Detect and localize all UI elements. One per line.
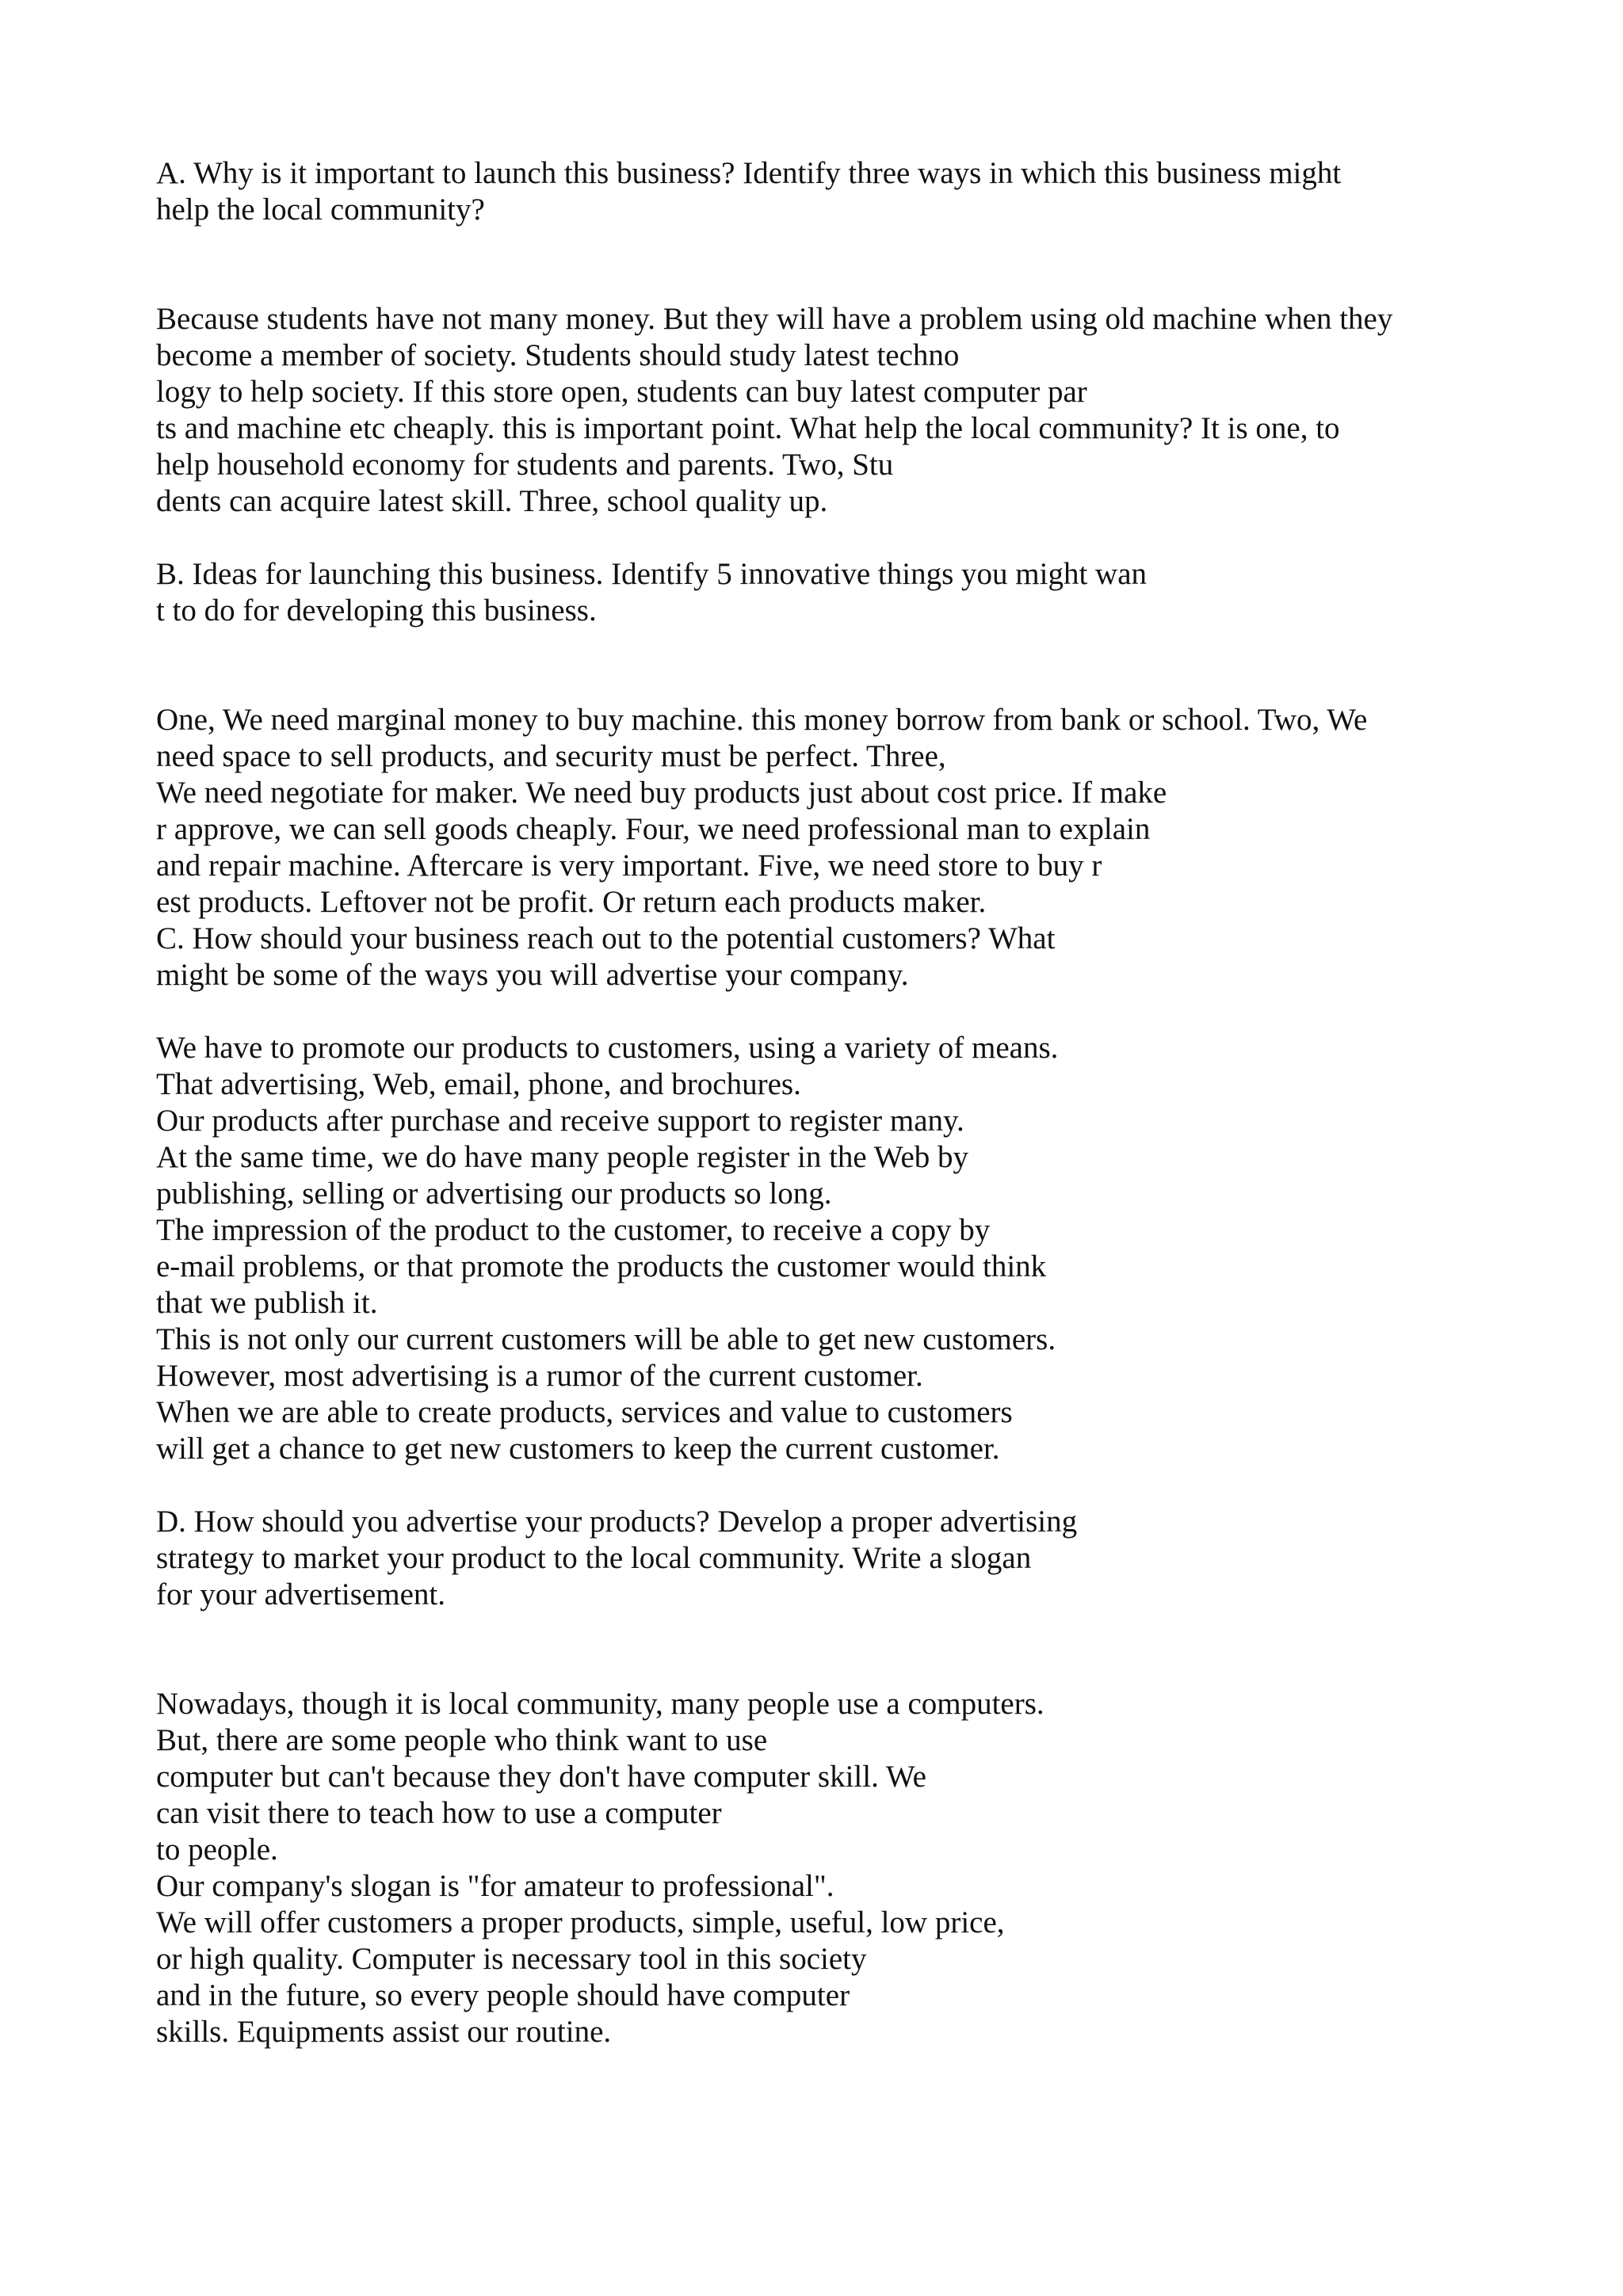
text-line: D. How should you advertise your products? Develop a proper advertising xyxy=(156,1505,1078,1539)
text-line: publishing, selling or advertising our products so long. xyxy=(156,1177,832,1211)
text-line: strategy to market your product to the local community. Write a slogan xyxy=(156,1541,1032,1575)
text-line: However, most advertising is a rumor of the current customer. xyxy=(156,1359,923,1393)
text-line: B. Ideas for launching this business. Identify 5 innovative things you might wan xyxy=(156,557,1147,591)
text-line: At the same time, we do have many people register in the Web by xyxy=(156,1140,969,1174)
text-line: That advertising, Web, email, phone, and brochures. xyxy=(156,1067,801,1101)
text-line: This is not only our current customers will be able to get new customers. xyxy=(156,1322,1056,1356)
text-line: ts and machine etc cheaply. this is important point. What help the local community? It is one, to xyxy=(156,411,1340,445)
text-line: need space to sell products, and security must be perfect. Three, xyxy=(156,739,946,773)
text-line: and repair machine. Aftercare is very important. Five, we need store to buy r xyxy=(156,849,1102,883)
answer-c xyxy=(156,1030,1058,1467)
text-line: logy to help society. If this store open, students can buy latest computer par xyxy=(156,375,1087,409)
text-line: The impression of the product to the customer, to receive a copy by xyxy=(156,1213,991,1247)
text-line: Our products after purchase and receive support to register many. xyxy=(156,1104,964,1138)
text-line: can visit there to teach how to use a computer xyxy=(156,1796,722,1830)
answer-b xyxy=(156,702,1367,994)
text-line: Our company's slogan is "for amateur to professional". xyxy=(156,1869,834,1903)
text-line: One, We need marginal money to buy machine. this money borrow from bank or school. Two, We xyxy=(156,703,1368,737)
question-b xyxy=(156,556,1147,629)
text-line: A. Why is it important to launch this business? Identify three ways in which this business might xyxy=(156,156,1342,190)
text-line: help the local community? xyxy=(156,193,485,227)
question-d xyxy=(156,1504,1077,1613)
text-line: dents can acquire latest skill. Three, school quality up. xyxy=(156,484,828,518)
text-line: We need negotiate for maker. We need buy products just about cost price. If make xyxy=(156,776,1167,810)
text-line: est products. Leftover not be profit. Or return each products maker. xyxy=(156,885,987,919)
text-line: e-mail problems, or that promote the products the customer would think xyxy=(156,1249,1047,1283)
text-line: or high quality. Computer is necessary tool in this society xyxy=(156,1942,867,1976)
text-line: help household economy for students and parents. Two, Stu xyxy=(156,448,894,482)
answer-d xyxy=(156,1686,1044,2050)
text-line: become a member of society. Students should study latest techno xyxy=(156,338,960,372)
question-a xyxy=(156,155,1341,228)
text-line: We have to promote our products to customers, using a variety of means. xyxy=(156,1031,1059,1065)
text-line: that we publish it. xyxy=(156,1286,378,1320)
text-line: to people. xyxy=(156,1833,278,1867)
text-line: Because students have not many money. But they will have a problem using old machine when they xyxy=(156,302,1393,336)
text-line: will get a chance to get new customers to keep the current customer. xyxy=(156,1432,1000,1466)
text-line: C. How should your business reach out to the potential customers? What xyxy=(156,921,1056,955)
text-line: and in the future, so every people should have computer xyxy=(156,1978,850,2012)
text-line: We will offer customers a proper products, simple, useful, low price, xyxy=(156,1905,1005,1939)
text-line: When we are able to create products, services and value to customers xyxy=(156,1395,1013,1429)
text-line: computer but can't because they don't have computer skill. We xyxy=(156,1760,926,1794)
text-line: Nowadays, though it is local community, many people use a computers. xyxy=(156,1687,1044,1721)
text-line: t to do for developing this business. xyxy=(156,593,597,627)
text-line: But, there are some people who think want to use xyxy=(156,1723,768,1757)
answer-a xyxy=(156,301,1392,520)
text-line: r approve, we can sell goods cheaply. Four, we need professional man to explain xyxy=(156,812,1151,846)
text-line: skills. Equipments assist our routine. xyxy=(156,2015,612,2049)
text-line: might be some of the ways you will advertise your company. xyxy=(156,958,909,992)
text-line: for your advertisement. xyxy=(156,1577,445,1611)
